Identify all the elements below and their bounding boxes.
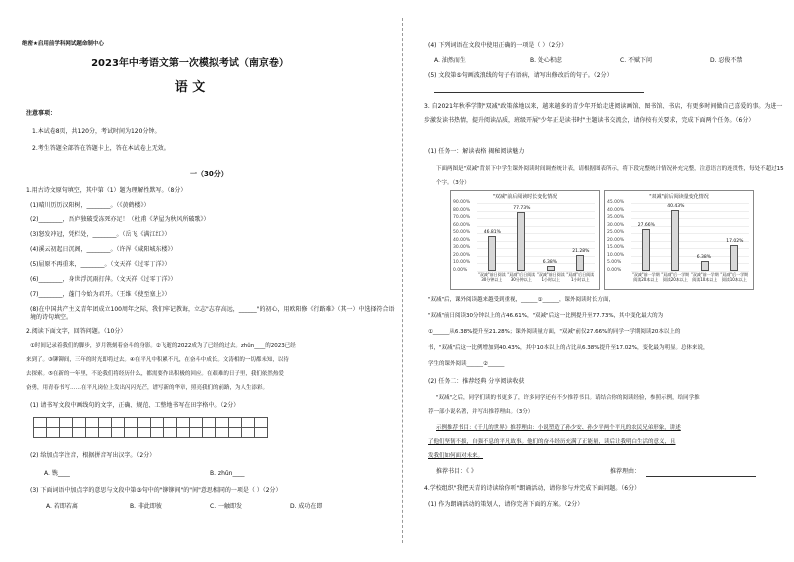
- option-c[interactable]: C. 一触即发: [210, 503, 243, 510]
- fill-line: (1)晴川历历汉阳树，________。（《黄鹤楼》）: [30, 202, 150, 209]
- reason-answer-line[interactable]: [646, 476, 756, 477]
- example-line: 发我们如何面对未来。: [428, 453, 484, 459]
- fill-head: "双减"后，课外阅读越来越受到重视，______①______，课外阅读时长方面，: [428, 297, 614, 303]
- y-tick-label: 45.00%: [607, 200, 625, 205]
- data-label: 40.43%: [667, 203, 685, 209]
- question-3: 3. 自2021年秋季学期"双减"政策落地以来，越来越多的青少年开始走进阅读画馆、图书馆、书店，有更多时间做自己喜爱的事。为进一步激发读书热情，提升阅读品质，班级开展"少年正是读书时"主题读书交流会，请你按有关要求，完成下面两个任务。（6分）: [424, 103, 783, 124]
- task-2-desc: "双减"之后，同学们读的书更多了，许多同学还有不少推荐书目。请结合你的阅读经验，参照示例，给同学推: [436, 395, 700, 401]
- column-divider: [402, 18, 404, 543]
- bar: [642, 229, 650, 271]
- data-label: 27.66%: [637, 223, 655, 229]
- data-label: 17.02%: [726, 239, 744, 245]
- y-tick-label: 40.00%: [607, 207, 625, 213]
- passage-line: 去探索。⑤在新的一年里，不论我们将经历什么，都需要作出积极的回应。在艰难的日子里，我们依然热爱: [26, 371, 284, 377]
- category-label: "双减"前日阅读1小时以上: [536, 272, 565, 282]
- bar: [576, 255, 584, 271]
- confidential-header: 绝密★启用前学科网试题命制中心: [22, 41, 104, 47]
- y-tick-label: 15.00%: [607, 245, 625, 251]
- bar: [671, 210, 679, 271]
- data-label: 21.28%: [572, 248, 590, 254]
- option-d[interactable]: D. 忍俊不禁: [710, 57, 743, 64]
- bar: [517, 212, 525, 271]
- exam-title: 2023年中考语文第一次模拟考试（南京卷）: [91, 58, 289, 69]
- task-1-desc: 下面两图是"双减"背景下中学生课外阅读时间调查统计表，请根据图表所示，将下段完整统计情况补充完整，注意语言的连贯性，每处不超过15个字。（3分）: [436, 166, 784, 186]
- y-tick-label: 35.00%: [607, 215, 625, 221]
- fill-line: 学生的课外阅读______②______: [428, 361, 505, 367]
- y-tick-label: 30.00%: [607, 222, 625, 228]
- fill-line: (2)________，吾庐独破受冻死亦足！（杜甫《茅屋为秋风所破歌》）: [30, 216, 210, 223]
- question-4: (4) 下列词语在文段中使用正确的一项是（ ）（2分）: [428, 42, 568, 49]
- notes-label: 注意事项：: [26, 110, 57, 117]
- y-tick-label: 90.00%: [453, 200, 471, 205]
- category-label: "双减"前一学期阅读10本以上: [690, 272, 719, 282]
- y-tick-label: 40.00%: [453, 237, 471, 243]
- category-label: "双减"后一学期阅读10本以上: [720, 272, 749, 282]
- question-1: 1.用古诗文原句填空，其中第（1）题为理解性默写。（8分）: [26, 187, 187, 194]
- data-label: 46.81%: [483, 229, 501, 235]
- y-tick-label: 80.00%: [453, 207, 471, 213]
- passage-line: 来到了。③铆铆间，三年的时光即将过去。④在平凡中积累不凡，在奋斗中成长。文涛相的一切都未知，以待: [26, 357, 289, 363]
- gridline: [477, 203, 595, 204]
- bar: [730, 245, 738, 271]
- y-tick-label: 5.00%: [607, 260, 622, 266]
- sub-question-3: (3) 下面词语中加点字的意思与文段中第③句中的"铆铆间"的"间"意思相同的一项是（ ）（2分）: [30, 487, 282, 494]
- note-item: 1.本试卷8页，共120分，考试时间为120分钟。: [32, 128, 161, 135]
- task-1: (1) 任务一：解读表格 揭秘阅读魅力: [428, 148, 525, 155]
- y-tick-label: 10.00%: [607, 252, 625, 258]
- task-2-desc: 荐一部小说名著，并写出推荐理由。（3分）: [428, 409, 534, 415]
- question-5: (5) 文段第⑤句画波浪线的句子有语病，请写出修改后的句子。（2分）: [428, 72, 613, 79]
- chart-title: "双减"前后阅读量变化情况: [649, 194, 709, 200]
- gridline: [631, 211, 749, 212]
- fill-line: ①______从6.38%提升至21.28%；课外阅读量方面，"双减"前仅27.66%的同学一学期阅读20本以上的: [428, 329, 681, 335]
- category-label: "双减"前日阅读30分钟以上: [477, 272, 506, 282]
- option-a[interactable]: A. 油然而生: [434, 57, 466, 64]
- y-tick-label: 10.00%: [453, 260, 471, 266]
- option-c[interactable]: C. 不赋下问: [620, 57, 653, 64]
- category-label: "双减"后日阅读1小时以上: [566, 272, 595, 282]
- bar: [547, 266, 555, 271]
- y-tick-label: 60.00%: [453, 222, 471, 228]
- fill-line: (8)在中国共产主义青年团成立100周年之际，我们牢记教诲，立志"志存高远，______"的初心，用欧阳修《行路难》（其一）中选择符合语境的诗句填空。: [30, 306, 395, 321]
- option-d[interactable]: D. 成功在即: [290, 503, 323, 510]
- subject-title: 语 文: [174, 80, 206, 95]
- answer-line[interactable]: [434, 92, 644, 93]
- passage-line: 奋勇，用青春书写……在平凡岗位上发出闪闪光芒，谱写新的华章，照亮我们的前路，为人生添彩。: [26, 385, 269, 391]
- chart-title: "双减"前后阅读时长变化情况: [492, 194, 558, 200]
- reason-label: 推荐理由：: [610, 468, 641, 475]
- y-tick-label: 0.00%: [453, 268, 468, 273]
- y-tick-label: 20.00%: [607, 237, 625, 243]
- gridline: [477, 218, 595, 219]
- bar: [701, 261, 709, 271]
- option-b[interactable]: B. 非此即彼: [130, 503, 162, 510]
- task-2: (2) 任务二：推荐经典 分享阅读收获: [428, 378, 525, 385]
- pinyin-b: B. zhǔn____: [210, 470, 245, 477]
- example-line: 示例推荐书目：《千儿的世界》推荐理由：小说塑造了孙少安、孙少平两个平凡的农民兄弟形象，讲述: [436, 425, 681, 431]
- fill-line: (6)________，身世浮沉雨打萍。（文天祥《过零丁洋》）: [30, 276, 177, 283]
- chart-reading-time: [450, 190, 600, 290]
- y-tick-label: 25.00%: [607, 230, 625, 236]
- gridline: [631, 203, 749, 204]
- section-heading: 一（30分）: [190, 170, 228, 178]
- sub-question-2: (2) 给加点字注音，根据拼音写出汉字。（2分）: [30, 452, 156, 459]
- gridline: [477, 226, 595, 227]
- passage-line: ①时间记录着我们的脚步，岁月镌刻着奋斗的身影。②飞逝的2022成为了已经的过去。zhǔn____的2023已经: [30, 343, 296, 349]
- data-label: 6.38%: [696, 255, 712, 261]
- fill-line: (5)屈原不再重来，________。（文天祥《过零丁洋》）: [30, 261, 171, 268]
- gridline: [477, 211, 595, 212]
- data-label: 6.38%: [542, 260, 558, 266]
- writing-grid[interactable]: [34, 418, 268, 438]
- recommend-label: 推荐书目：《 》: [436, 468, 477, 475]
- gridline: [631, 218, 749, 219]
- example-line: 了他们坚韧不拔，自强不息的平凡故事。他们的奋斗经历充满了正能量，读后让我明白生活的意义，且: [428, 439, 676, 445]
- question-4b: 4.学校组织"我把天青的诗读给你听"朗诵活动，请你参与并完成下面问题。（6分）: [424, 485, 641, 492]
- question-2: 2.阅读下面文字，回答问题。（10分）: [26, 328, 127, 335]
- category-label: "双减"后日阅读30分钟以上: [507, 272, 536, 282]
- bar: [488, 236, 496, 271]
- fill-line: 书，"双减"后这一比例增加到40.43%，其中10本以上的占比从6.38%提升至17.02%，变化最为明显。总体来说，: [428, 345, 709, 351]
- y-tick-label: 50.00%: [453, 230, 471, 236]
- y-tick-label: 30.00%: [453, 245, 471, 251]
- fill-line: (3)怒发冲冠，凭栏处，________。（岳飞《满江红》）: [30, 231, 171, 238]
- pinyin-a: A. 镌____: [44, 470, 70, 477]
- note-item: 2.考生答题全部答在答题卡上，答在本试卷上无效。: [32, 145, 170, 152]
- fill-line: (4)溪云初起日沉阁，________。（许浑《咸阳城东楼》）: [30, 246, 177, 253]
- sub-question-1: (1) 请书写文段中画线句的文字，正确、规范、工整地书写在田字格中。（2分）: [30, 402, 240, 409]
- category-label: "双减"前一学期阅读20本以上: [631, 272, 660, 282]
- question-4b-1: (1) 作为朗诵活动的策划人，请你完善下面的方案。（2分）: [428, 501, 584, 508]
- category-label: "双减"后一学期阅读20本以上: [661, 272, 690, 282]
- y-tick-label: 0.00%: [607, 268, 622, 273]
- data-label: 77.73%: [513, 206, 531, 212]
- fill-line: (7)________，蓬门今始为君开。（王维《使至塞上》）: [30, 291, 171, 298]
- option-a[interactable]: A. 若即若离: [46, 503, 78, 510]
- option-b[interactable]: B. 处心积虑: [530, 57, 562, 64]
- y-tick-label: 70.00%: [453, 215, 471, 221]
- fill-line: "双减"前日阅读30分钟以上的占46.61%，"双减"后这一比例提升至77.73%，其中变化最大的为: [428, 313, 664, 319]
- y-tick-label: 20.00%: [453, 252, 471, 258]
- chart-reading-amount: [604, 190, 754, 290]
